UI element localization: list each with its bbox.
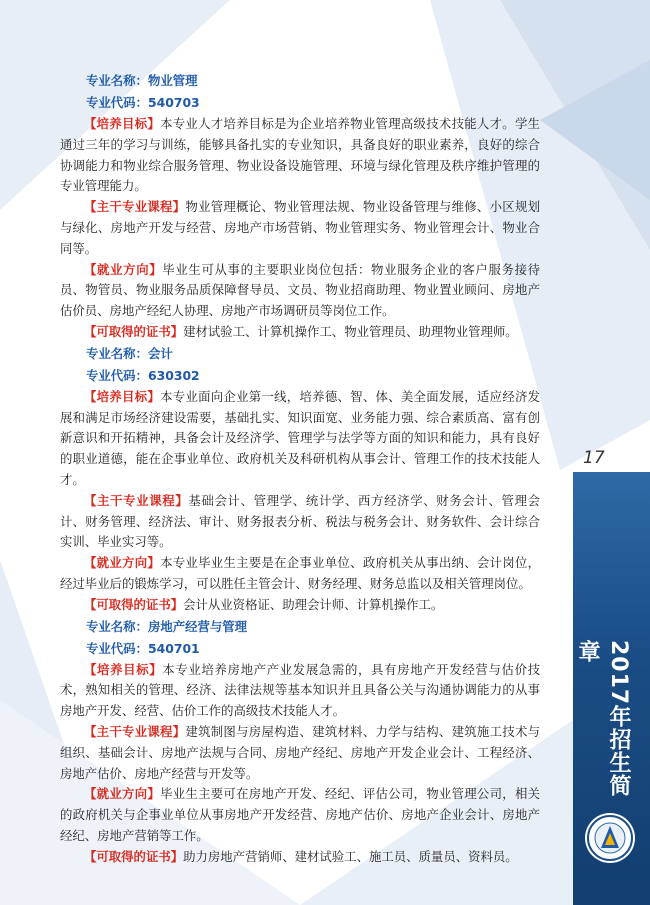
page-number: 17 xyxy=(583,448,605,468)
brochure-title: 2017年招生简章 xyxy=(575,640,631,798)
employment-direction xyxy=(60,553,540,595)
section-tag: 【就业方向】 xyxy=(84,555,161,571)
major-block-real-estate xyxy=(60,616,540,868)
section-text: 本专业人才培养目标是为企业培养物业管理高级技术技能人才。学生通过三年的学习与训练，能够具备扎实的专业知识，具备良好的职业素养，良好的综合协调能力和物业综合服务管理、物业设备设施管理、环境与绿化管理及秩序维护管理的专业管理能力。 xyxy=(60,116,541,194)
section-text: 本专业面向企业第一线，培养德、智、体、美全面发展，适应经济发展和满足市场经济建设需要，基础扎实、知识面宽、业务能力强、综合素质高、富有创新意识和开拓精神，具备会计及经济学、管理学与法学等方面的知识和能力，具有良好的职业道德，能在企事业单位、政府机关及科研机构从事会计、管理工作的技术技能人才。 xyxy=(60,388,541,487)
section-text: 本专业培养房地产产业发展急需的，具有房地产开发经营与估价技术，熟知相关的管理、经济、法律法规等基本知识并且具备公关与沟通协调能力的从事房地产开发、经营、估价工作的高级技术技能人才。 xyxy=(60,661,541,719)
section-text: 建材试验工、计算机操作工、物业管理员、助理物业管理师。 xyxy=(183,323,518,339)
major-name: 专业名称：会计 xyxy=(86,345,173,361)
section-tag: 【主干专业课程】 xyxy=(84,199,186,215)
section-tag: 【培养目标】 xyxy=(84,388,161,404)
majors-content xyxy=(60,70,540,868)
section-tag: 【可取得的证书】 xyxy=(84,323,184,339)
major-name: 专业名称：房地产经营与管理 xyxy=(86,618,248,634)
section-text: 本专业毕业生主要是在企事业单位、政府机关从事出纳、会计岗位，经过毕业后的锻炼学习，可以胜任主管会计、财务经理、财务总监以及相关管理岗位。 xyxy=(60,555,541,591)
major-code: 专业代码：540703 xyxy=(86,95,200,110)
section-text: 助力房地产营销师、建材试验工、施工员、质量员、资料员。 xyxy=(183,848,518,864)
major-code: 专业代码：540701 xyxy=(86,640,200,656)
section-text: 基础会计、管理学、统计学、西方经济学、财务会计、管理会计、财务管理、经济法、审计、财务报表分析、税法与税务会计、财务软件、会计综合实训、毕业实习等。 xyxy=(60,492,541,550)
major-block-property-management xyxy=(60,70,540,343)
core-courses xyxy=(60,197,540,259)
certificates xyxy=(60,847,540,868)
training-goal xyxy=(60,387,540,491)
major-block-accounting xyxy=(60,343,540,616)
core-courses xyxy=(60,491,540,553)
section-text: 物业管理概论、物业管理法规、物业设备管理与维修、小区规划与绿化、房地产开发与经营、房地产市场营销、物业管理实务、物业管理会计、物业合同等。 xyxy=(60,199,541,256)
section-text: 会计从业资格证、助理会计师、计算机操作工。 xyxy=(183,596,444,612)
section-tag: 【可取得的证书】 xyxy=(84,596,184,612)
certificates xyxy=(60,322,540,343)
employment-direction xyxy=(60,784,540,846)
section-tag: 【培养目标】 xyxy=(84,661,163,677)
section-tag: 【培养目标】 xyxy=(84,116,161,131)
section-tag: 【主干专业课程】 xyxy=(84,723,186,739)
section-text: 毕业生可从事的主要职业岗位包括：物业服务企业的客户服务接待员、物管员、物业服务品质保障督导员、文员、物业招商助理、物业置业顾问、房地产估价员、房地产经纪人协理、房地产市场调研员等岗位工作。 xyxy=(60,261,541,319)
section-text: 毕业生主要可在房地产开发、经纪、评估公司，物业管理公司，相关的政府机关与企事业单位从事房地产开发经营、房地产估价、房地产企业会计、房地产经纪、房地产营销等工作。 xyxy=(60,786,541,843)
major-name: 专业名称：物业管理 xyxy=(86,73,198,88)
school-logo-icon xyxy=(584,812,636,864)
training-goal xyxy=(60,660,540,722)
major-code: 专业代码：630302 xyxy=(86,367,200,383)
section-tag: 【就业方向】 xyxy=(84,786,161,802)
section-tag: 【主干专业课程】 xyxy=(84,492,189,508)
core-courses xyxy=(60,722,540,784)
section-tag: 【可取得的证书】 xyxy=(84,848,184,864)
employment-direction xyxy=(60,260,540,322)
section-tag: 【就业方向】 xyxy=(84,261,163,277)
section-text: 建筑制图与房屋构造、建筑材料、力学与结构、建筑施工技术与组织、基础会计、房地产法规与合同、房地产经纪、房地产开发企业会计、工程经济、房地产估价、房地产经营与开发等。 xyxy=(60,723,541,781)
training-goal xyxy=(60,114,540,197)
certificates xyxy=(60,595,540,616)
